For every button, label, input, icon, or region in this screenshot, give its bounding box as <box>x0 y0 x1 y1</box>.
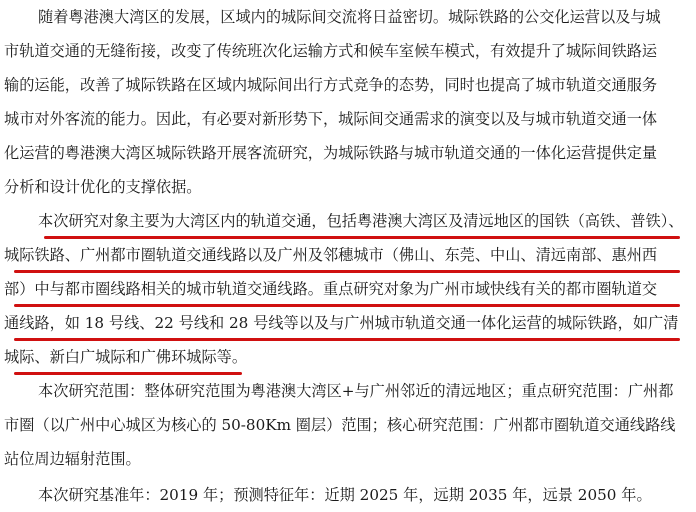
paragraph-1-line-1 <box>0 0 696 34</box>
text-line: 本次研究基准年：2019 年；预测特征年：近期 2025 年，远期 2035 年，远景 2050 年。 <box>38 486 652 504</box>
text-line: 市轨道交通的无缝衔接，改变了传统班次化运输方式和候车室候车模式，有效提升了城际间铁路运 <box>4 42 658 60</box>
text-line: 输的运能，改善了城际铁路在区域内城际间出行方式竞争的态势，同时也提高了城市轨道交通服务 <box>4 76 658 94</box>
paragraph-2-line-3 <box>0 272 696 306</box>
paragraph-1-line-5 <box>0 136 696 170</box>
text-line: 随着粤港澳大湾区的发展，区域内的城际间交流将日益密切。城际铁路的公交化运营以及与城 <box>38 8 661 26</box>
paragraph-2-line-5 <box>0 340 696 374</box>
paragraph-4-line-1 <box>0 478 696 512</box>
text-line: 分析和设计优化的支撑依据。 <box>4 178 202 196</box>
paragraph-3-line-1 <box>0 374 696 408</box>
text-line: 部）中与都市圈线路相关的城市轨道交通线路。重点研究对象为广州市域快线有关的都市圈轨道交 <box>4 280 658 298</box>
text-line: 通线路，如 18 号线、22 号线和 28 号线等以及与广州城市轨道交通一体化运营的城际铁路，如广清 <box>4 314 679 332</box>
text-line: 城际铁路、广州都市圈轨道交通线路以及广州及邻穗城市（佛山、东莞、中山、清远南部、惠州西 <box>4 246 658 264</box>
paragraph-2-line-2 <box>0 238 696 272</box>
paragraph-2-line-1 <box>0 204 696 238</box>
text-line: 站位周边辐射范围。 <box>4 450 141 468</box>
text-line: 化运营的粤港澳大湾区城际铁路开展客流研究，为城际铁路与城市轨道交通的一体化运营提供定量 <box>4 144 658 162</box>
text-line: 本次研究范围：整体研究范围为粤港澳大湾区+与广州邻近的清远地区；重点研究范围：广州都 <box>38 382 674 400</box>
paragraph-1-line-2 <box>0 34 696 68</box>
text-line: 市圈（以广州中心城区为核心的 50-80Km 圈层）范围；核心研究范围：广州都市圈轨道交通线路线 <box>4 416 676 434</box>
paragraph-1-line-4 <box>0 102 696 136</box>
paragraph-2-line-4 <box>0 306 696 340</box>
text-line: 城际、新白广城际和广佛环城际等。 <box>4 348 247 366</box>
text-line: 城市对外客流的能力。因此，有必要对新形势下，城际间交通需求的演变以及与城市轨道交通一体 <box>4 110 658 128</box>
text-line: 本次研究对象主要为大湾区内的轨道交通，包括粤港澳大湾区及清远地区的国铁（高铁、普铁）、 <box>38 212 684 230</box>
paragraph-3-line-2 <box>0 408 696 442</box>
paragraph-1-line-3 <box>0 68 696 102</box>
paragraph-3-line-3 <box>0 442 696 476</box>
paragraph-1-line-6 <box>0 170 696 204</box>
